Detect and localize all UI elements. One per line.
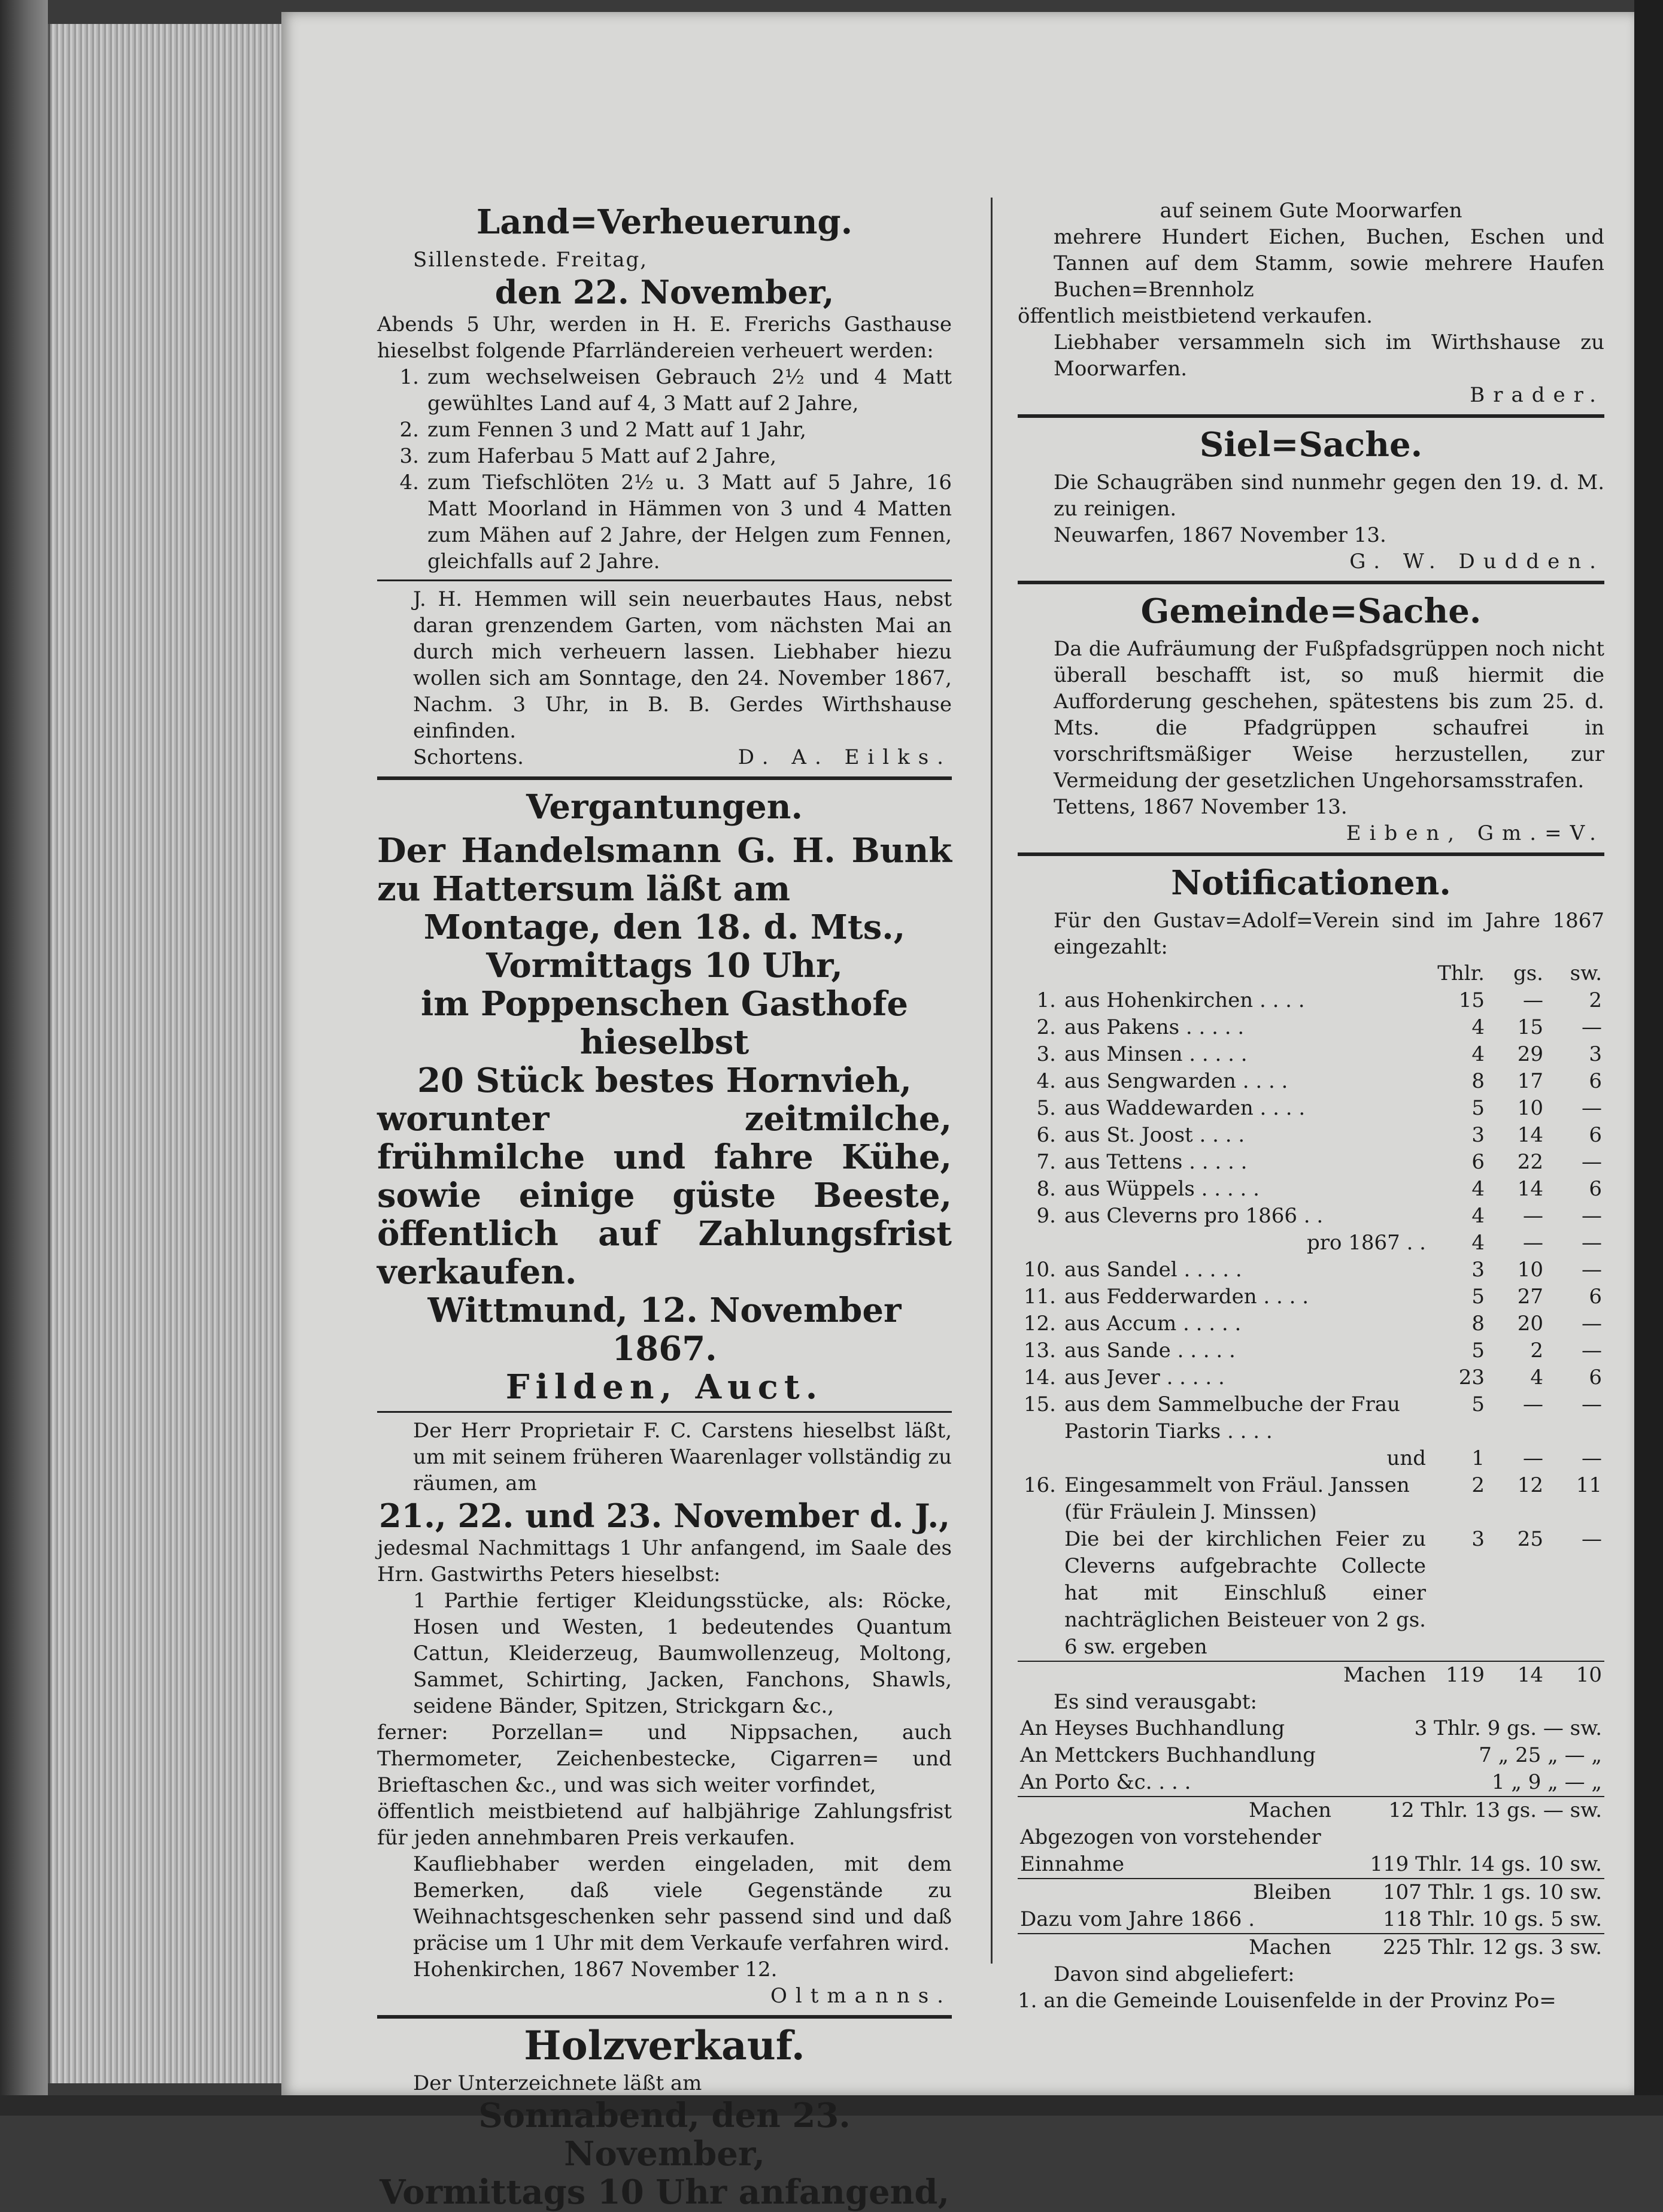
heading-land-verheuerung: Land=Verheuerung.	[476, 202, 853, 242]
heading-notificationen: Notificationen.	[1171, 863, 1451, 903]
table-row: 7. aus Tettens . . . . . 6 22 —	[1036, 1150, 1602, 1174]
list-item: 2. zum Fennen 3 und 2 Matt auf 1 Jahr,	[399, 418, 806, 442]
heading-vergantungen: Vergantungen.	[526, 787, 803, 827]
signature: D. A. Eilks.	[738, 745, 952, 769]
siel-text: Die Schaugräben sind nunmehr gegen den 19. d. M. zu reinigen.	[1054, 471, 1604, 521]
table-row: Dazu vom Jahre 1866 . 118 Thlr. 10 gs. 5 sw.	[1020, 1907, 1602, 1931]
list-item: 4. zum Tiefschlöten 2½ u. 3 Matt auf 5 Jahre, 16 Matt Moorland in Hämmen von 3 und 4 Matten zum Mähen auf 2 Jahre, der Helgen zum Fennen, gleichfalls auf 2 Jahre.	[399, 471, 952, 574]
separator	[377, 579, 952, 581]
list-item: 1. zum wechselweisen Gebrauch 2½ und 4 Matt gewühltes Land auf 4, 3 Matt auf 2 Jahre,	[399, 365, 952, 415]
auction-place-date: Wittmund, 12. November 1867.	[427, 1291, 902, 1369]
table-row: 13. aus Sande . . . . . 5 2 —	[1023, 1339, 1602, 1363]
table-row: 12. aus Accum . . . . . 8 20 —	[1023, 1312, 1602, 1336]
signature: Oltmanns.	[770, 1984, 952, 2008]
table-row: 9. aus Cleverns pro 1866 . . 4 — —	[1036, 1204, 1602, 1228]
place: Hohenkirchen, 1867 November 12.	[413, 1958, 778, 1982]
table-row: 14. aus Jever . . . . . 23 4 6	[1023, 1366, 1602, 1389]
table-row: 16. Eingesammelt von Fräul. Janssen (für Fräulein J. Minssen) 2 12 11	[1023, 1473, 1602, 1524]
heading-siel-sache: Siel=Sache.	[1199, 425, 1423, 465]
table-row: 3. aus Minsen . . . . . 4 29 3	[1036, 1042, 1602, 1066]
signature: Brader.	[1470, 383, 1604, 407]
intro-text: Abends 5 Uhr, werden in H. E. Frerichs Gasthause hieselbst folgende Pfarrländereien verheuert werden:	[377, 312, 952, 363]
carstens-date: 21., 22. und 23. November d. J.,	[378, 1497, 951, 1535]
page-edges	[48, 24, 290, 2083]
davon-line: Davon sind abgeliefert:	[1054, 1962, 1295, 1986]
carstens-intro: Der Herr Proprietair F. C. Carstens hieselbst läßt, um mit seinem früheren Waarenlager vollständig zu räumen, am	[413, 1419, 952, 1495]
signature: Eiben, Gm.=V.	[1346, 821, 1604, 845]
date-line: den 22. November,	[494, 273, 834, 311]
left-column	[377, 198, 952, 2211]
table-row: 5. aus Waddewarden . . . . 5 10 —	[1036, 1096, 1602, 1120]
table-row: 15. aus dem Sammelbuche der Frau Pastorin Tiarks . . . . 5 — —	[1023, 1392, 1602, 1443]
separator	[1018, 414, 1604, 418]
total-row: Machen 225 Thlr. 12 gs. 3 sw.	[1018, 1934, 1604, 1961]
table-row: Abgezogen von vorstehender Einnahme 119 Thlr. 14 gs. 10 sw.	[1020, 1825, 1602, 1876]
table-header: Thlr. gs. sw.	[1437, 961, 1602, 985]
carstens-p4: öffentlich meistbietend auf halbjährige Zahlungsfrist für jeden annehmbaren Preis verkaufen.	[377, 1800, 952, 1850]
notice-hemmen: J. H. Hemmen will sein neuerbautes Haus, nebst daran grenzendem Garten, vom nächsten Mai an durch mich verheuern lassen. Liebhaber hiezu wollen sich am Sonntage, den 24. November 1867, Nachm. 3 Uhr, in B. B. Gerdes Wirthshause einfinden.	[413, 587, 952, 743]
holz-time: Vormittags 10 Uhr anfangend,	[379, 2172, 950, 2212]
place-line: Sillenstede. Freitag,	[413, 248, 648, 272]
carstens-p1: jedesmal Nachmittags 1 Uhr anfangend, im Saale des Hrn. Gastwirths Peters hieselbst:	[377, 1536, 952, 1586]
table-row: 10. aus Sandel . . . . . 3 10 —	[1023, 1258, 1602, 1282]
place: Tettens, 1867 November 13.	[1054, 795, 1348, 819]
total-row: Machen 119 14 10	[1018, 1661, 1604, 1689]
separator	[1018, 581, 1604, 584]
carstens-p3: ferner: Porzellan= und Nippsachen, auch Thermometer, Zeichenbestecke, Cigarren= und Brieftaschen &c., und was sich weiter vorfindet,	[377, 1721, 952, 1797]
table-row: 8. aus Wüppels . . . . . 4 14 6	[1036, 1177, 1602, 1201]
next-page-edge	[1634, 0, 1663, 2116]
expenses-table	[1018, 1715, 1604, 1961]
contributions-table	[1018, 960, 1604, 1689]
table-row: pro 1867 . . 4 — —	[1306, 1231, 1602, 1255]
table-row: 2. aus Pakens . . . . . 4 15 —	[1036, 1015, 1602, 1039]
separator	[377, 2015, 952, 2019]
table-row: 4. aus Sengwarden . . . . 8 17 6	[1036, 1069, 1602, 1093]
separator	[1018, 852, 1604, 856]
holz-date: Sonnabend, den 23. November,	[478, 2096, 851, 2174]
last-line: 1. an die Gemeinde Louisenfelde in der Provinz Po=	[1018, 1989, 1556, 2013]
holz-desc: mehrere Hundert Eichen, Buchen, Eschen und Tannen auf dem Stamm, sowie mehrere Haufen Buchen=Brennholz	[1054, 225, 1604, 302]
signature: Filden, Auct.	[505, 1367, 824, 1407]
auction-desc: worunter zeitmilche, frühmilche und fahre Kühe, sowie einige güste Beeste, öffentlich auf Zahlungsfrist verkaufen.	[377, 1099, 952, 1292]
carstens-p5: Kaufliebhaber werden eingeladen, mit dem Bemerken, daß viele Gegenstände zu Weihnachtsgeschenken sehr passend sind und daß präcise um 1 Uhr mit dem Verkaufe verfahren wird.	[413, 1852, 952, 1955]
table-row: 11. aus Fedderwarden . . . . 5 27 6	[1023, 1285, 1602, 1309]
list-item: 3. zum Haferbau 5 Matt auf 2 Jahre,	[399, 444, 777, 468]
gemeinde-text: Da die Aufräumung der Fußpfadsgrüppen noch nicht überall beschafft ist, so muß hiermit die Aufforderung geschehen, spätestens bis zum 25. d. Mts. die Pfadgrüppen schaufrei in vorschriftsmäßiger Weise herzustellen, zur Vermeidung der gesetzlichen Ungehorsamsstrafen.	[1054, 637, 1604, 793]
heading-gemeinde-sache: Gemeinde=Sache.	[1140, 591, 1482, 631]
book-spine	[0, 0, 48, 2116]
column-divider	[991, 198, 993, 1964]
carstens-p2: 1 Parthie fertiger Kleidungsstücke, als: Röcke, Hosen und Westen, 1 bedeutendes Quantum Cattun, Kleiderzeug, Baumwollenzeug, Moltong, Sammet, Schirting, Jacken, Fanchons, Shawls, seidene Bänder, Spitzen, Strickgarn &c.,	[413, 1589, 952, 1718]
place: Schortens.	[413, 745, 524, 769]
auction-item: 20 Stück bestes Hornvieh,	[417, 1061, 912, 1100]
notif-intro: Für den Gustav=Adolf=Verein sind im Jahre 1867 eingezahlt:	[1054, 909, 1604, 959]
table-row: An Porto &c. . . . 1 „ 9 „ — „	[1020, 1770, 1602, 1794]
holz-cont: auf seinem Gute Moorwarfen	[1160, 199, 1462, 223]
holz-intro: Der Unterzeichnete läßt am	[413, 2071, 702, 2095]
table-row: An Heyses Buchhandlung 3 Thlr. 9 gs. — sw.	[1020, 1716, 1602, 1740]
expenses-intro: Es sind verausgabt:	[1054, 1690, 1257, 1714]
right-column	[1018, 198, 1604, 2014]
table-row: Die bei der kirchlichen Feier zu Cleverns aufgebrachte Collecte hat mit Einschluß einer nachträglichen Beisteuer von 2 gs. 6 sw. ergeben 3 25 —	[1064, 1527, 1602, 1659]
auction-time: Vormittags 10 Uhr,	[486, 946, 843, 985]
signature-row	[377, 744, 952, 770]
total-row: Bleiben 107 Thlr. 1 gs. 10 sw.	[1018, 1879, 1604, 1906]
table-row: 1. aus Hohenkirchen . . . . 15 — 2	[1036, 988, 1602, 1012]
auction-date: Montage, den 18. d. Mts.,	[423, 908, 906, 947]
table-row: An Mettckers Buchhandlung 7 „ 25 „ — „	[1020, 1743, 1602, 1767]
auction-place: im Poppenschen Gasthofe hieselbst	[420, 984, 909, 1062]
table-row: und 1 — —	[1386, 1446, 1602, 1470]
auction-line: Der Handelsmann G. H. Bunk zu Hattersum läßt am	[377, 831, 952, 909]
place: Neuwarfen, 1867 November 13.	[1054, 523, 1386, 547]
table-row: 6. aus St. Joost . . . . 3 14 6	[1036, 1123, 1602, 1147]
heading-holzverkauf: Holzverkauf.	[524, 2022, 805, 2069]
separator	[377, 776, 952, 780]
total-row: Machen 12 Thlr. 13 gs. — sw.	[1018, 1797, 1604, 1824]
holz-meet: Liebhaber versammeln sich im Wirthshause zu Moorwarfen.	[1054, 330, 1604, 381]
separator	[377, 1411, 952, 1413]
holz-sale: öffentlich meistbietend verkaufen.	[1018, 304, 1373, 328]
signature: G. W. Dudden.	[1349, 550, 1604, 574]
